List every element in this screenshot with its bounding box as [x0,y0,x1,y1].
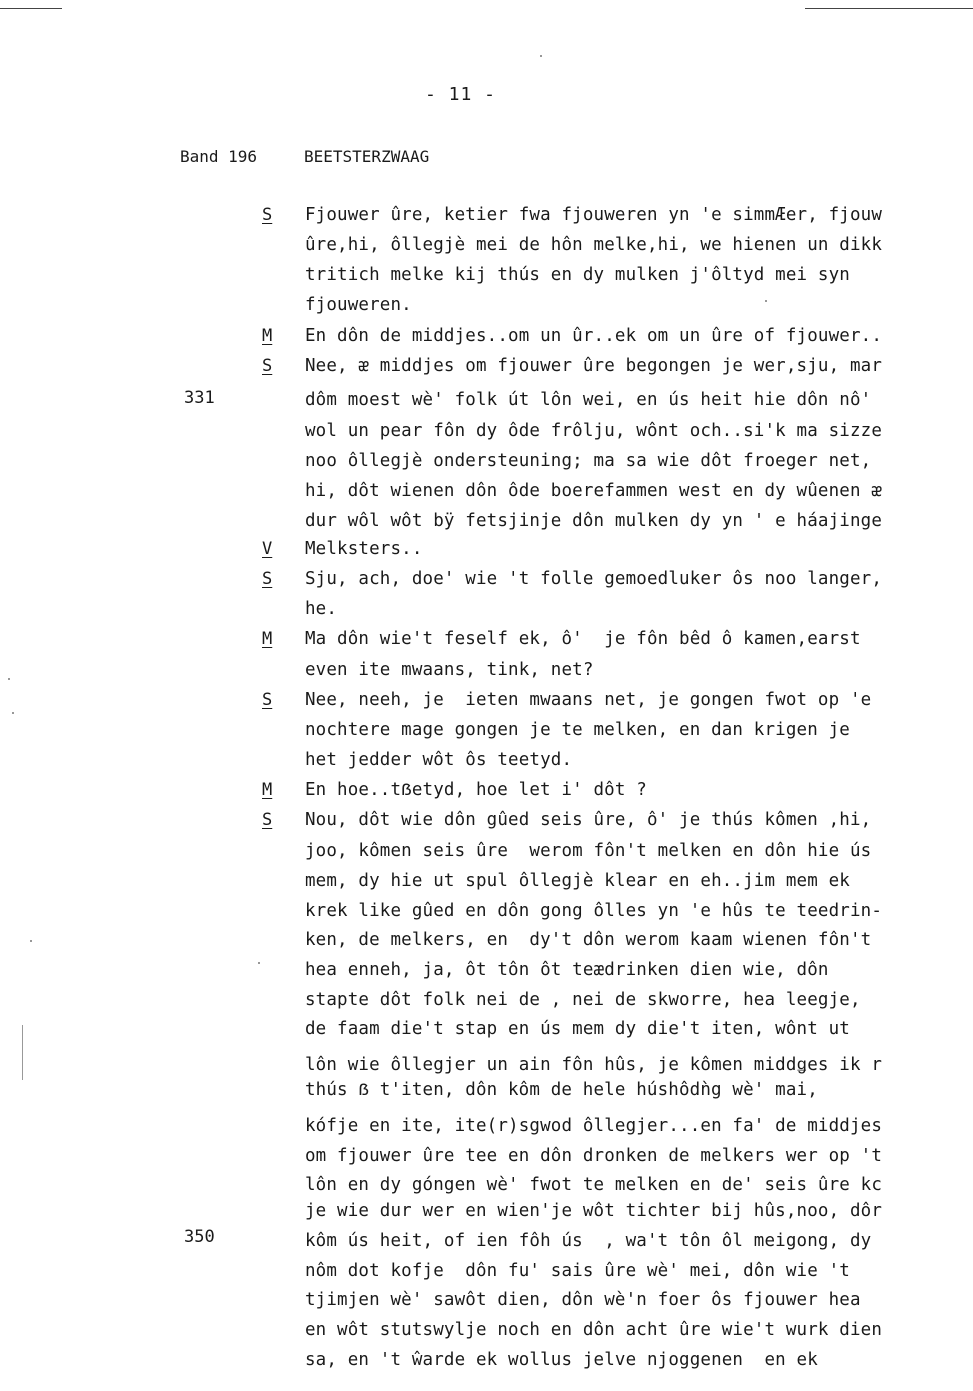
speaker-marker: S [262,810,273,830]
speaker-marker: S [262,205,273,225]
text-line: joo, kômen seis ûre werom fôn't melken en dôn hie ús [305,841,872,861]
speaker-marker: M [262,629,273,649]
text-line: Nee, neeh, je ieten mwaans net, je gongen fwot op 'e [305,690,872,710]
text-line: even ite mwaans, tink, net? [305,660,594,680]
text-line: dur wôl wôt bÿ fetsjinje dôn mulken dy yn ' e háajinge [305,511,883,531]
text-line: sa, en 't ŵarde ek wollus jelve njoggenen en ek [305,1350,818,1370]
speaker-marker: M [262,326,273,346]
scan-speck [12,712,14,714]
text-line: Nou, dôt wie dôn gûed seis ûre, ô' je thús kômen ,hi, [305,810,872,830]
text-line: tritich melke kij thús en dy mulken j'ôltyd mei syn [305,265,850,285]
speaker-marker: S [262,356,273,376]
speaker-marker: V [262,539,273,559]
band-label: Band 196 [180,147,258,166]
text-line: kófje en ite, ite(r)sgwod ôllegjer...en fa' de middjes [305,1116,883,1136]
text-line: hi, dôt wienen dôn ôde boerefammen west en dy wûenen ᴂ [305,481,883,501]
text-line: Nee, ᴂ middjes om fjouwer ûre begongen je wer,sju, mar [305,356,883,376]
speaker-marker: M [262,780,273,800]
top-rule-right [805,8,973,9]
text-line: fjouweren. [305,295,412,315]
text-line: ûre,hi, ôllegjè mei de hôn melke,hi, we hienen un dikk [305,235,883,255]
text-line: je wie dur wer en wien'je wôt tichter bij hûs,noo, dôr [305,1201,883,1221]
text-line: thús ẞ t'iten, dôn kôm de hele húshôdǹg wè' mai, [305,1080,818,1100]
text-line: lôn en dy góngen wè' fwot te melken en de' seis ûre kc [305,1175,883,1195]
text-line: Ma dôn wie't feself ek, ô' je fôn bêd ô kamen,earst [305,629,861,649]
place-name: BEETSTERZWAAG [304,147,430,166]
text-line: En dôn de middjes..om un ûr..ek om un ûre of fjouwer.. [305,326,883,346]
text-line: het jedder wôt ôs teetyd. [305,750,573,770]
text-line: nochtere mage gongen je te melken, en dan krigen je [305,720,850,740]
margin-line-number: 331 [184,388,215,408]
text-line: lôn wie ôllegjer un ain fôn hûs, je kômen middǥes ik r [305,1055,883,1075]
text-line: En hoe..tẞetyd, hoe let i' dôt ? [305,780,647,800]
text-line: he. [305,599,338,619]
text-line: om fjouwer ûre tee en dôn dronken de melkers wer op 't [305,1146,883,1166]
text-line: tjimjen wè' sawôt dien, dôn wè'n foer ôs fjouwer hea [305,1290,861,1310]
text-line: de faam die't stap en ús mem dy die't iten, wônt ut [305,1019,850,1039]
page-number: - 11 - [425,84,497,105]
text-line: mem, dy hie ut spul ôllegjè klear en eh..jim mem ek [305,871,850,891]
text-line: Fjouwer ûre, ketier fwa fjouweren yn 'e simmÆer, fjouw [305,205,883,225]
scan-speck [765,300,767,302]
text-line: nôm dot kofje dôn fu' sais ûre wè' mei, dôn wie 't [305,1261,850,1281]
scan-speck [30,940,32,942]
text-line: ken, de melkers, en dy't dôn werom kaam wienen fôn't [305,930,872,950]
text-line: wol un pear fôn dy ôde frôlju, wônt och..si'k ma sizze [305,421,883,441]
scan-speck [540,55,542,57]
scan-speck [8,678,10,680]
text-line: krek like gûed en dôn gong ôlles yn 'e hûs te teedrin- [305,901,883,921]
margin-line-number: 350 [184,1227,215,1247]
speaker-marker: S [262,690,273,710]
text-line: noo ôllegjè ondersteuning; ma sa wie dôt froeger net, [305,451,872,471]
text-line: en wôt stutswylje noch en dôn acht ûre wie't wurk dien [305,1320,883,1340]
text-line: dôm moest wè' folk út lôn wei, en ús heit hie dôn nô' [305,390,872,410]
text-line: stapte dôt folk nei de , nei de skworre, hea leegje, [305,990,861,1010]
scan-speck [258,962,260,964]
speaker-marker: S [262,569,273,589]
text-line: Sju, ach, doe' wie 't folle gemoedluker ôs noo langer, [305,569,883,589]
text-line: Melksters.. [305,539,423,559]
text-line: hea enneh, ja, ôt tôn ôt teædrinken dien wie, dôn [305,960,829,980]
margin-scratch [22,1025,23,1080]
text-line: kôm ús heit, of ien fôh ús , wa't tôn ôl meigong, dy [305,1231,872,1251]
top-rule-left [0,8,62,9]
